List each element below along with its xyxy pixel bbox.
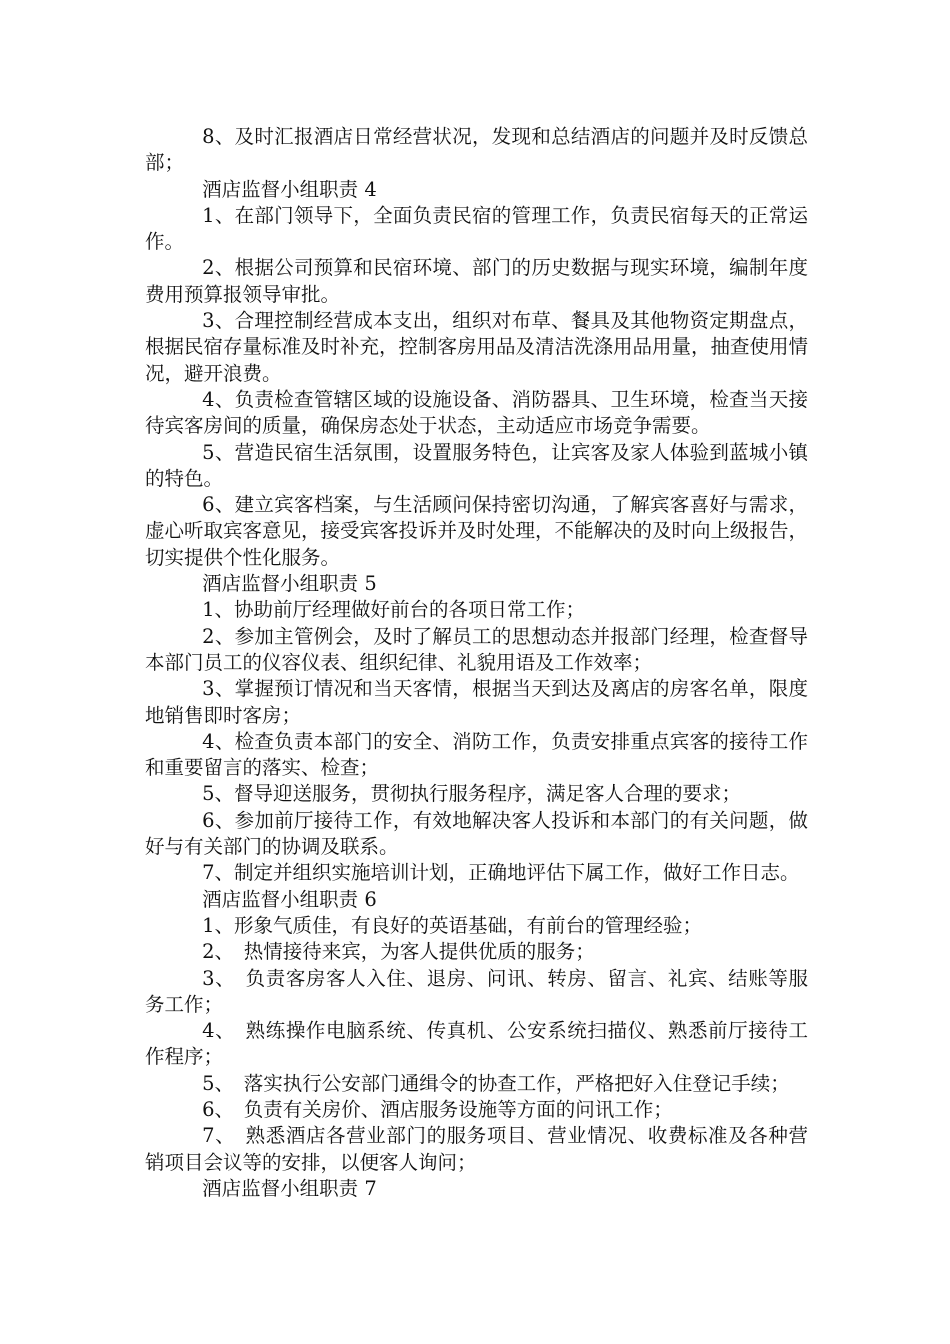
section-heading: 酒店监督小组职责 4 (202, 177, 377, 201)
paragraph: 7、制定并组织实施培训计划，正确地评估下属工作，做好工作日志。 (202, 861, 800, 885)
paragraph: 5、 落实执行公安部门通缉令的协查工作，严格把好入住登记手续； (202, 1071, 790, 1095)
paragraph: 2、 热情接待来宾，为客人提供优质的服务； (202, 940, 595, 964)
paragraph: 1、形象气质佳，有良好的英语基础，有前台的管理经验； (202, 913, 703, 937)
paragraph: 6、建立宾客档案，与生活顾问保持密切沟通，了解宾客喜好与需求，虚心听取宾客意见，接受宾客投诉并及时处理，不能解决的及时向上级报告，切实提供个性化服务。 (145, 493, 809, 569)
paragraph: 4、检查负责本部门的安全、消防工作，负责安排重点宾客的接待工作和重要留言的落实、检查； (145, 729, 808, 780)
paragraph: 6、 负责有关房价、酒店服务设施等方面的问讯工作； (202, 1097, 673, 1121)
paragraph: 3、 负责客房客人入住、退房、问讯、转房、留言、礼宾、结账等服务工作； (145, 966, 808, 1016)
section-heading: 酒店监督小组职责 6 (202, 887, 377, 911)
paragraph: 2、根据公司预算和民宿环境、部门的历史数据与现实环境，编制年度费用预算报领导审批。 (145, 256, 808, 306)
paragraph: 4、 熟练操作电脑系统、传真机、公安系统扫描仪、熟悉前厅接待工作程序； (145, 1019, 808, 1069)
paragraph: 1、在部门领导下，全面负责民宿的管理工作，负责民宿每天的正常运作。 (145, 203, 808, 254)
paragraph: 6、参加前厅接待工作，有效地解决客人投诉和本部门的有关问题，做好与有关部门的协调及联系。 (145, 808, 808, 859)
paragraph: 3、掌握预订情况和当天客情，根据当天到达及离店的房客名单，限度地销售即时客房； (145, 677, 808, 727)
paragraph: 3、合理控制经营成本支出，组织对布草、餐具及其他物资定期盘点，根据民宿存量标准及时补充，控制客房用品及清洁洗涤用品用量，抽查使用情况，避开浪费。 (145, 309, 809, 385)
paragraph: 4、负责检查管辖区域的设施设备、消防器具、卫生环境，检查当天接待宾客房间的质量，确保房态处于状态，主动适应市场竞争需要。 (145, 387, 808, 438)
paragraph: 2、参加主管例会，及时了解员工的思想动态并报部门经理，检查督导本部门员工的仪容仪表、组织纪律、礼貌用语及工作效率； (145, 624, 808, 674)
paragraph: 7、 熟悉酒店各营业部门的服务项目、营业情况、收费标准及各种营销项目会议等的安排，以便客人询问； (145, 1124, 808, 1174)
paragraph: 5、营造民宿生活氛围，设置服务特色，让宾客及家人体验到蓝城小镇的特色。 (145, 440, 808, 490)
paragraph: 5、督导迎送服务，贯彻执行服务程序，满足客人合理的要求； (202, 782, 742, 806)
section-heading: 酒店监督小组职责 5 (202, 572, 377, 596)
document-body (145, 124, 808, 1202)
paragraph: 1、协助前厅经理做好前台的各项日常工作； (202, 598, 586, 622)
paragraph: 8、及时汇报酒店日常经营状况，发现和总结酒店的问题并及时反馈总部； (145, 125, 808, 175)
section-heading: 酒店监督小组职责 7 (202, 1176, 377, 1200)
